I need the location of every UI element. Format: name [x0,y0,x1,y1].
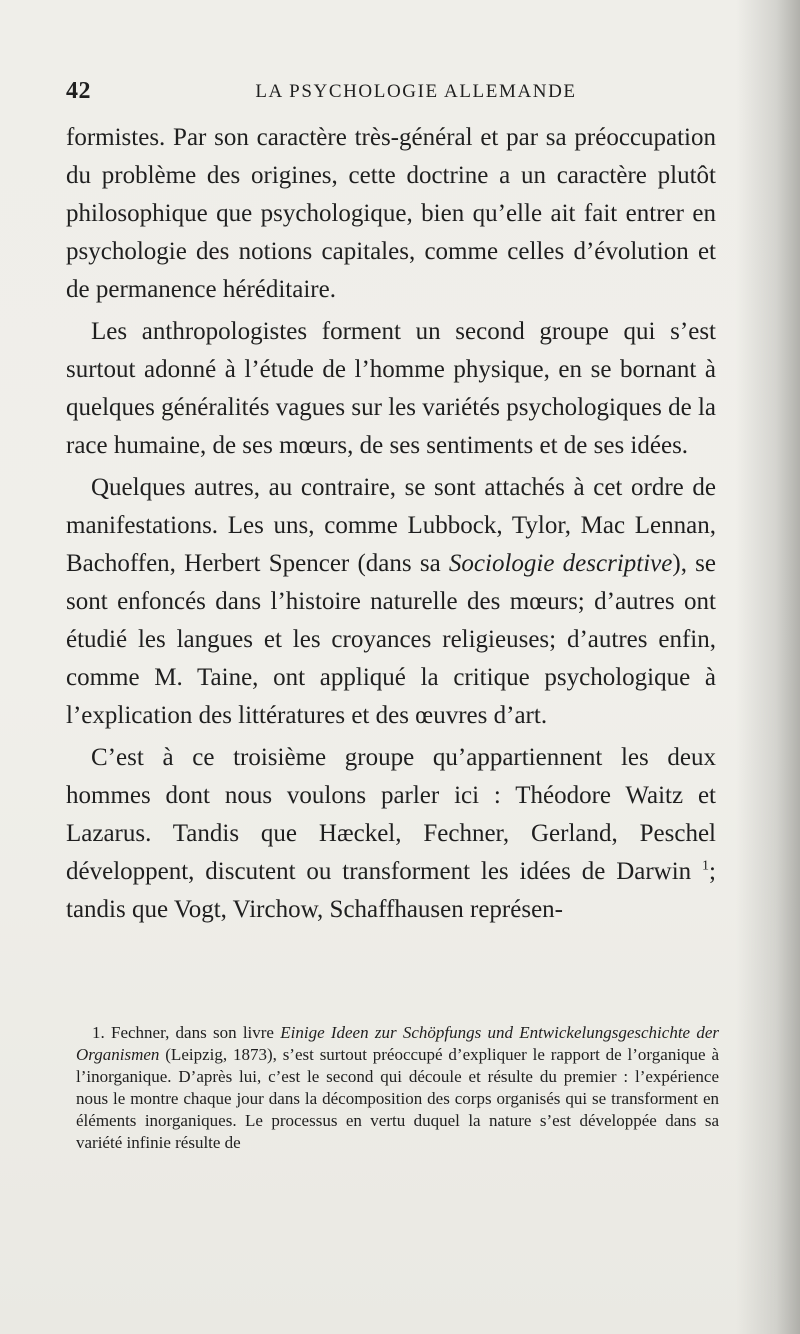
footnote-book-title: Einige Ideen zur Schöpfungs und Entwickelungsgeschichte der Organismen [76,1023,719,1064]
footnote-reference: 1 [702,858,710,874]
paragraph-1-text: formistes. Par son caractère très-général et par sa préoccupation du problème des origines, cette doctrine a un caractère plutôt philosophique que psychologique, bien qu’elle ait fait entrer en psychologie des notions capitales, comme celles d’évolution et de permanence héréditaire. [66,124,716,303]
paragraph-2 [66,313,716,465]
paragraph-4-text-b: ; tandis que Vogt, Virchow, Schaffhausen représen- [66,858,716,923]
paragraph-1 [66,119,716,309]
paragraph-3 [66,469,716,735]
page-header [66,78,716,104]
paragraph-4 [66,739,716,929]
page-number: 42 [66,78,91,104]
main-text [66,119,716,929]
running-title: LA PSYCHOLOGIE ALLEMANDE [255,81,577,102]
paragraph-2-text: Les anthropologistes forment un second groupe qui s’est surtout adonné à l’étude de l’homme physique, en se bornant à quelques généralités vagues sur les variétés psychologiques de la race humaine, de ses mœurs, de ses sentiments et de ses idées. [66,318,716,459]
footnote-text-a: 1. Fechner, dans son livre [92,1023,281,1042]
footnote [76,1022,719,1154]
paragraph-3-text-b: ), se sont enfoncés dans l’histoire naturelle des mœurs; d’autres ont étudié les langues et les croyances religieuses; d’autres enfin, comme M. Taine, ont appliqué la critique psychologique à l’explication des littératures et des œuvres d’art. [66,550,717,729]
paragraph-3-text-a: Quelques autres, au contraire, se sont attachés à cet ordre de manifestations. Les uns, comme Lubbock, Tylor, Mac Lennan, Bachoffen, Herbert Spencer (dans sa [66,474,716,577]
paragraph-4-text-a: C’est à ce troisième groupe qu’appartiennent les deux hommes dont nous voulons parler ici : Théodore Waitz et Lazarus. Tandis que Hæckel, Fechner, Gerland, Peschel développent, discutent ou transforment les idées de Darwin [66,744,716,885]
book-title-sociologie: Sociologie descriptive [448,550,673,577]
footnote-text-b: (Leipzig, 1873), s’est surtout préoccupé d’expliquer le rapport de l’organique à l’inorganique. D’après lui, c’est le second qui découle et résulte du premier : l’expérience nous le montre chaque jour dans la décomposition des corps organisés qui se transforment en éléments inorganiques. Le processus en vertu duquel la nature s’est développée dans sa variété infinie résulte de [76,1045,719,1152]
